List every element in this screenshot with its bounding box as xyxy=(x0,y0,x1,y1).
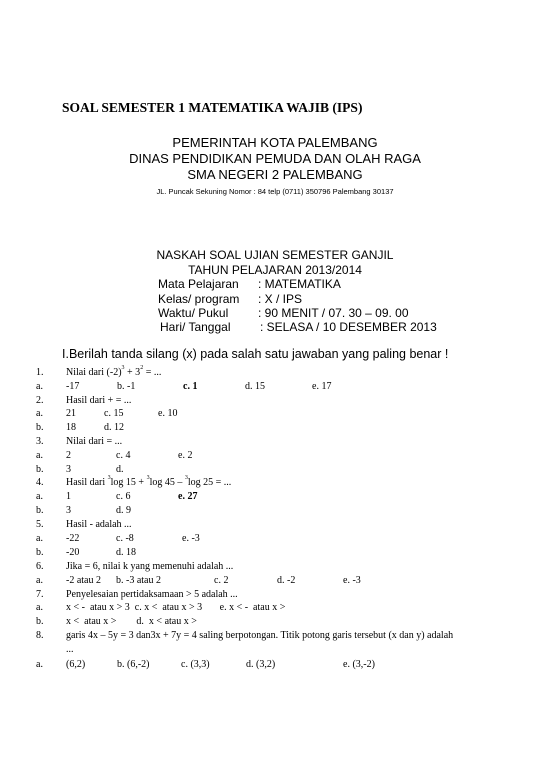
q3-text: Nilai dari = ... xyxy=(66,436,123,447)
instruction: I.Berilah tanda silang (x) pada salah satu jawaban yang paling benar ! xyxy=(62,347,449,361)
q3-option: 3 xyxy=(66,464,71,475)
q7-options-row-b: x < atau x > d. x < atau x > xyxy=(66,616,197,627)
q7-row-b-label: b. xyxy=(36,616,44,627)
class-label: Kelas/ program xyxy=(158,292,240,306)
q4-option: 3 xyxy=(66,505,71,516)
q6-option: d. -2 xyxy=(277,575,296,586)
q7-options-row-a: x < - atau x > 3 c. x < atau x > 3 e. x < - atau x > xyxy=(66,602,286,613)
q2-text: Hasil dari + = ... xyxy=(66,395,132,406)
q3-option: c. 4 xyxy=(116,450,131,461)
q8-row-a-label: a. xyxy=(36,659,43,670)
q1-option: -17 xyxy=(66,381,80,392)
q6-option: c. 2 xyxy=(214,575,229,586)
q1-number: 1. xyxy=(36,367,44,378)
q1-option: b. -1 xyxy=(117,381,136,392)
q2-row-b-label: b. xyxy=(36,422,44,433)
q8-text: garis 4x – 5y = 3 dan3x + 7y = 4 saling berpotongan. Titik potong garis tersebut (x dan y) adalah xyxy=(66,630,454,641)
header-school: SMA NEGERI 2 PALEMBANG xyxy=(187,167,363,182)
q8-number: 8. xyxy=(36,630,44,641)
q3-row-a-label: a. xyxy=(36,450,43,461)
q7-text: Penyelesaian pertidaksamaan > 5 adalah ... xyxy=(66,589,238,600)
header-government: PEMERINTAH KOTA PALEMBANG xyxy=(172,135,378,150)
q6-row-a-label: a. xyxy=(36,575,43,586)
q3-option: e. 2 xyxy=(178,450,193,461)
q1-option: d. 15 xyxy=(245,381,265,392)
q2-option: c. 15 xyxy=(104,408,124,419)
q1-option: c. 1 xyxy=(183,381,198,392)
q2-option: 21 xyxy=(66,408,76,419)
q4-option: d. 9 xyxy=(116,505,131,516)
q5-number: 5. xyxy=(36,519,44,530)
q5-option: d. 18 xyxy=(116,547,136,558)
q5-row-b-label: b. xyxy=(36,547,44,558)
q6-option: b. -3 atau 2 xyxy=(116,575,161,586)
q8-option: c. (3,3) xyxy=(181,659,210,670)
q3-number: 3. xyxy=(36,436,44,447)
class-value: : X / IPS xyxy=(258,292,303,306)
q4-row-a-label: a. xyxy=(36,491,43,502)
q2-option: d. 12 xyxy=(104,422,124,433)
q4-text: Hasil dari $^3$log 15 + $^3$log 45 – $^3$log 25 = ... xyxy=(66,475,232,488)
header-department: DINAS PENDIDIKAN PEMUDA DAN OLAH RAGA xyxy=(129,151,421,166)
q3-row-b-label: b. xyxy=(36,464,44,475)
q6-option: e. -3 xyxy=(343,575,361,586)
q6-text: Jika = 6, nilai k yang memenuhi adalah ... xyxy=(66,561,234,572)
q8-option: (6,2) xyxy=(66,659,86,670)
q4-row-b-label: b. xyxy=(36,505,44,516)
q4-number: 4. xyxy=(36,477,44,488)
q4-option: c. 6 xyxy=(116,491,131,502)
q2-option: e. 10 xyxy=(158,408,178,419)
time-value: : 90 MENIT / 07. 30 – 09. 00 xyxy=(258,306,409,320)
q2-option: 18 xyxy=(66,422,76,433)
q1-text: Nilai dari $(-2)^3 + 3^2$ = ... xyxy=(66,365,162,378)
q4-option: e. 27 xyxy=(178,491,198,502)
time-label: Waktu/ Pukul xyxy=(158,306,229,320)
page-title: SOAL SEMESTER 1 MATEMATIKA WAJIB (IPS) xyxy=(62,100,363,115)
q7-number: 7. xyxy=(36,589,44,600)
q8-option: b. (6,-2) xyxy=(117,659,150,670)
q6-option: -2 atau 2 xyxy=(66,575,101,586)
q5-row-a-label: a. xyxy=(36,533,43,544)
q1-option: e. 17 xyxy=(312,381,332,392)
q3-option: 2 xyxy=(66,450,71,461)
q8-option: d. (3,2) xyxy=(246,659,276,670)
exam-year: TAHUN PELAJARAN 2013/2014 xyxy=(188,263,362,277)
q2-number: 2. xyxy=(36,395,44,406)
q8-option: e. (3,-2) xyxy=(343,659,375,670)
date-value: : SELASA / 10 DESEMBER 2013 xyxy=(260,320,437,334)
q8-text-continuation: ... xyxy=(66,644,74,655)
exam-heading: NASKAH SOAL UJIAN SEMESTER GANJIL xyxy=(156,248,394,262)
q3-option: d. xyxy=(116,464,124,475)
q5-option: -22 xyxy=(66,533,80,544)
q5-text: Hasil - adalah ... xyxy=(66,519,132,530)
q6-number: 6. xyxy=(36,561,44,572)
q4-option: 1 xyxy=(66,491,71,502)
q5-option: c. -8 xyxy=(116,533,134,544)
date-label: Hari/ Tanggal xyxy=(160,320,231,334)
subject-value: : MATEMATIKA xyxy=(258,277,341,291)
header-address: JL. Puncak Sekuning Nomor : 84 telp (0711) 350796 Palembang 30137 xyxy=(156,187,394,196)
q2-row-a-label: a. xyxy=(36,408,43,419)
q5-option: e. -3 xyxy=(182,533,200,544)
q7-row-a-label: a. xyxy=(36,602,43,613)
q5-option: -20 xyxy=(66,547,80,558)
subject-label: Mata Pelajaran xyxy=(158,277,239,291)
q1-row-a-label: a. xyxy=(36,381,43,392)
